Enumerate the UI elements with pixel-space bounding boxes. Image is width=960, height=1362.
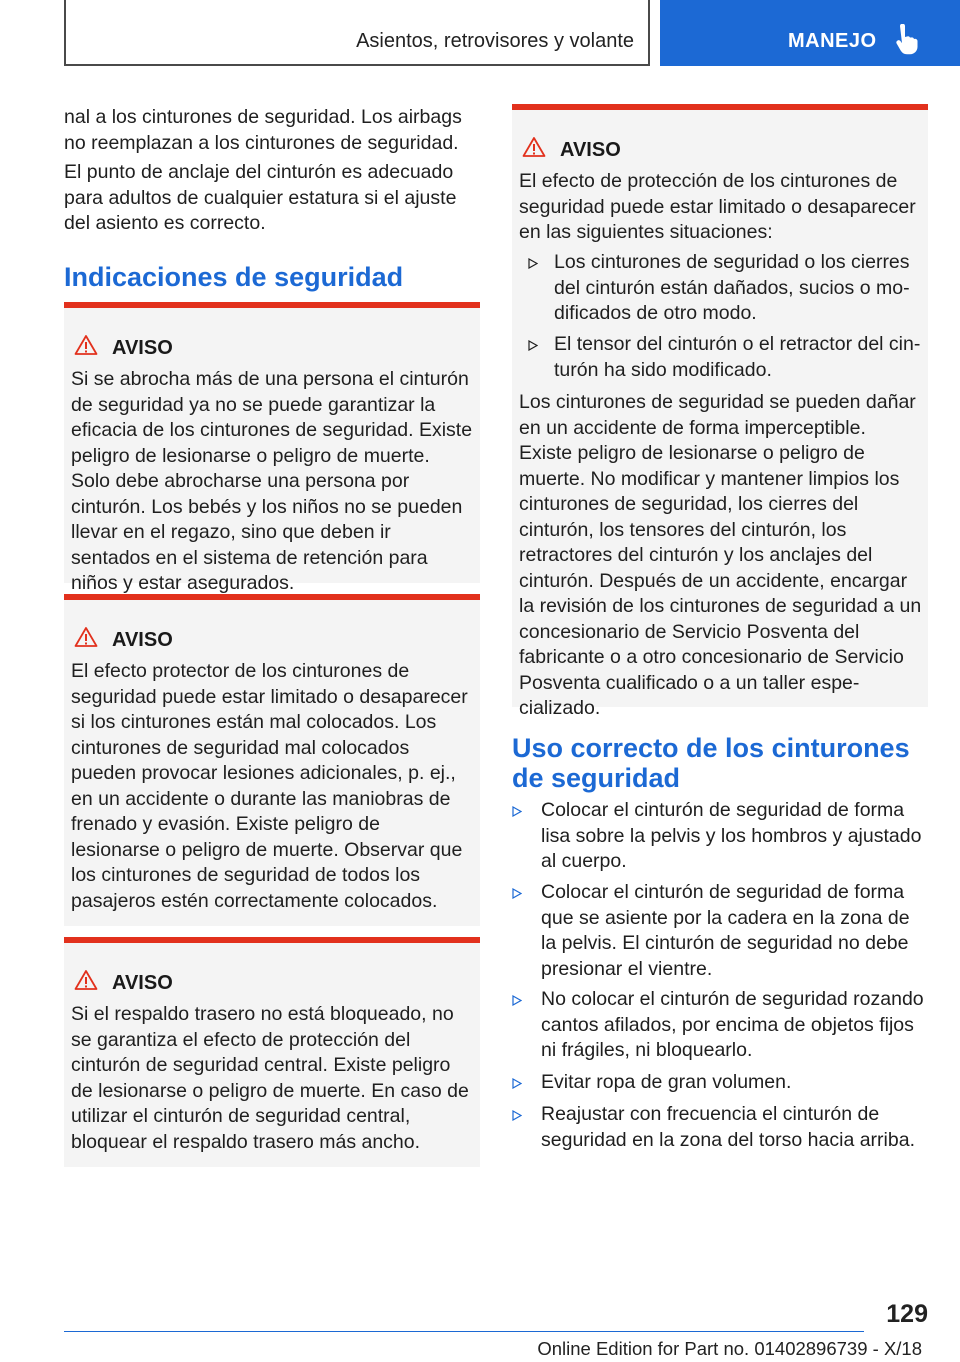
- list-item-text: Reajustar con frecuencia el cinturón de seguridad en la zona del torso hacia arriba.: [541, 1103, 915, 1151]
- warning-text: Si se abrocha más de una persona el cinturón de seguridad ya no se puede garantizar la eficacia de los cinturones de seguridad. Existe peligro de lesionarse o peligro de muerte. Solo debe abrocharse una persona por cinturón. Los bebés y los niños no se pueden llevar en el regazo, sino que deben ir sentados en el sistema de retención para niños y estar asegurados.: [71, 368, 473, 594]
- list-item-text: Colocar el cinturón de seguridad de forma que se asiente por la cadera en la zona de la pelvis. El cinturón de seguridad no debe presionar el vientre.: [541, 881, 910, 980]
- footer-edition: Online Edition for Part no. 01402896739 - X/18: [537, 1338, 922, 1359]
- list-item-text: Evitar ropa de gran volumen.: [541, 1071, 792, 1093]
- intro-paragraph-2: El punto de anclaje del cinturón es adecuado para adultos de cualquier estatura si el ajuste del asiento es correcto.: [64, 161, 457, 234]
- warning-bullet-2: [528, 332, 922, 383]
- warning-triangle-icon: [522, 136, 546, 158]
- warning-title: AVISO: [112, 337, 173, 359]
- hand-pointer-icon: [894, 24, 922, 56]
- footer-divider: [64, 1331, 864, 1332]
- warning-triangle-icon: [74, 969, 98, 991]
- list-item: [512, 987, 928, 1064]
- list-item: [512, 1102, 928, 1153]
- warning-bullet-text: El tensor del cinturón o el retractor del cinturón ha sido modificado.: [554, 333, 921, 381]
- warning-text: El efecto protector de los cinturones de seguridad puede estar limitado o desaparecer si los cinturones están mal colocados. Los cinturones de seguridad mal colocados pueden provocar lesiones adicionales, p. ej., en un accidente o durante las maniobras de frenado y evasión. Existe peligro de lesionarse o peligro de muerte. Observar que los cinturones de seguridad de todos los pasajeros estén correctamente colocados.: [71, 660, 468, 912]
- heading-safety-notes: Indicaciones de seguridad: [64, 262, 404, 292]
- triangle-bullet-icon: [512, 995, 522, 1006]
- warning-box-3: [64, 937, 480, 1167]
- heading-correct-belt-use: Uso correcto de los cinturones de seguridad: [512, 733, 910, 793]
- warning-box-2: [64, 594, 480, 926]
- header-chapter-tab[interactable]: [660, 0, 960, 66]
- list-item: [512, 1070, 928, 1096]
- warning-title: AVISO: [112, 972, 173, 994]
- page-number: 129: [886, 1300, 928, 1328]
- triangle-bullet-icon: [512, 806, 522, 817]
- intro-paragraph-1: nal a los cinturones de seguridad. Los airbags no reemplazan a los cinturones de seguridad.: [64, 106, 462, 154]
- warning-triangle-icon: [74, 626, 98, 648]
- list-item: [512, 798, 928, 875]
- warning-bullet-text: Los cinturones de seguridad o los cierres del cinturón están dañados, sucios o modificados de otro modo.: [554, 251, 910, 324]
- header-section-box: [64, 0, 650, 66]
- triangle-bullet-icon: [512, 1078, 522, 1089]
- warning-box-4: [512, 104, 928, 719]
- warning-title: AVISO: [112, 629, 173, 651]
- triangle-bullet-icon: [528, 258, 538, 269]
- warning-box-1: [64, 302, 480, 594]
- list-item-text: No colocar el cinturón de seguridad rozando cantos afilados, por encima de objetos fijos ni frágiles, ni bloquearlo.: [541, 988, 924, 1061]
- warning-intro: El efecto de protección de los cinturones de seguridad puede estar limitado o desaparecer en las siguientes situaciones:: [519, 170, 916, 243]
- warning-bullet-1: [528, 250, 922, 327]
- triangle-bullet-icon: [528, 340, 538, 351]
- warning-triangle-icon: [74, 334, 98, 356]
- triangle-bullet-icon: [512, 888, 522, 899]
- warning-text: Los cinturones de seguridad se pueden dañar en un accidente de forma imperceptible. Existe peligro de lesionarse o peligro de muerte. No modificar y mantener limpios los cinturones de seguridad, los cierres del cinturón, los tensores del cinturón, los retractores del cinturón y los anclajes del cinturón. Después de un accidente, encargar la revisión de los cinturones de seguridad a un concesionario de Servicio Posventa del fabricante o a otro concesionario de Servicio Posventa cualificado o a un taller especializado.: [519, 391, 922, 719]
- list-item: [512, 880, 928, 982]
- list-item-text: Colocar el cinturón de seguridad de forma lisa sobre la pelvis y los hombros y ajustado al cuerpo.: [541, 799, 922, 872]
- triangle-bullet-icon: [512, 1110, 522, 1121]
- header-section-title: Asientos, retrovisores y volante: [356, 30, 634, 52]
- warning-text: Si el respaldo trasero no está bloqueado, no se garantiza el efecto de protección del cinturón de seguridad central. Existe peligro de lesionarse o peligro de muerte. En caso de utilizar el cinturón de seguridad central, bloquear el respaldo trasero más ancho.: [71, 1003, 469, 1153]
- header-chapter-label: MANEJO: [788, 30, 877, 52]
- warning-title: AVISO: [560, 139, 621, 161]
